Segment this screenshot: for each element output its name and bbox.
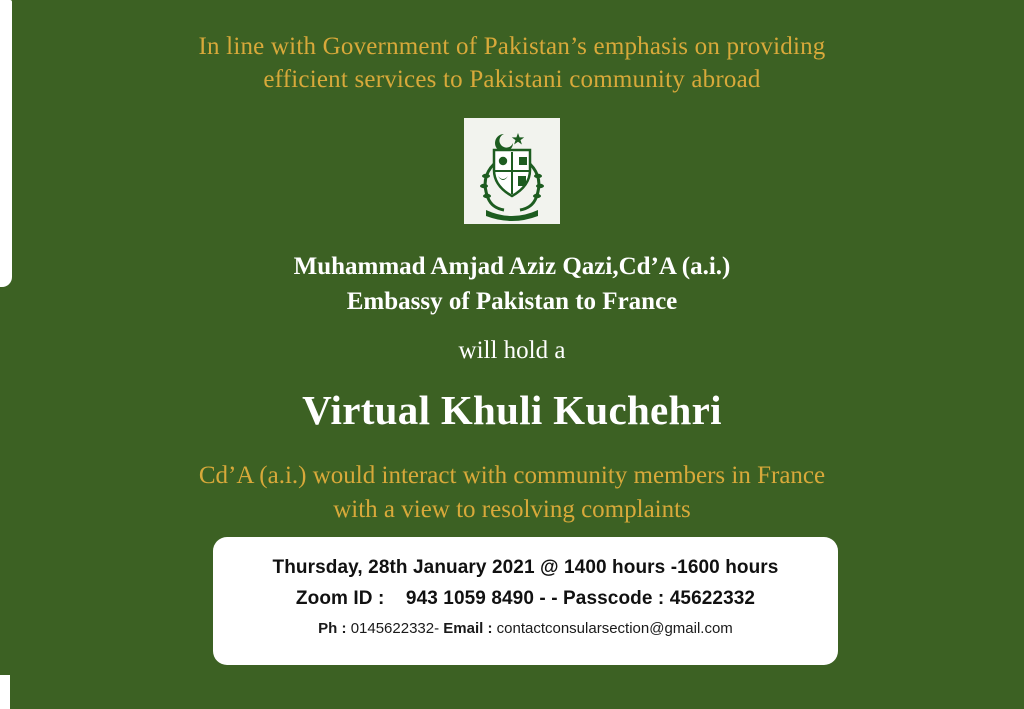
- event-datetime: Thursday, 28th January 2021 @ 1400 hours -1600 hours: [272, 557, 779, 578]
- passcode-label: Passcode :: [563, 588, 665, 609]
- passcode-separator: - -: [539, 588, 558, 609]
- zoom-id-label: Zoom ID :: [295, 588, 385, 609]
- event-title: Virtual Khuli Kuchehri: [302, 387, 722, 433]
- officer-block: [0, 250, 1024, 319]
- event-details-card: [213, 537, 838, 665]
- zoom-id-value: 943 1059 8490: [405, 588, 535, 609]
- event-join-info: [213, 588, 838, 610]
- headline-line-1: In line with Government of Pakistan’s emphasis on providing: [198, 33, 826, 60]
- subtitle-line-1: Cd’A (a.i.) would interact with community members in France: [198, 462, 826, 489]
- will-hold-text: will hold a: [458, 337, 566, 364]
- passcode-value: 45622332: [669, 588, 756, 609]
- phone-label: Ph :: [318, 620, 347, 637]
- headline-line-2: efficient services to Pakistani community abroad: [263, 66, 761, 93]
- crest-container: [0, 118, 1024, 224]
- pakistan-state-emblem-icon: [464, 118, 560, 224]
- event-contact-info: [213, 620, 838, 637]
- email-value: contactconsularsection@gmail.com: [496, 620, 733, 637]
- event-subtitle: [0, 459, 1024, 527]
- headline: [0, 30, 1024, 96]
- subtitle-line-2: with a view to resolving complaints: [333, 495, 691, 523]
- event-details-inner: [213, 537, 838, 637]
- email-label: Email :: [443, 620, 493, 637]
- phone-value: 0145622332-: [350, 620, 440, 637]
- officer-name: Muhammad Amjad Aziz Qazi,Cd’A (a.i.): [293, 253, 731, 280]
- officer-organisation: Embassy of Pakistan to France: [346, 287, 678, 315]
